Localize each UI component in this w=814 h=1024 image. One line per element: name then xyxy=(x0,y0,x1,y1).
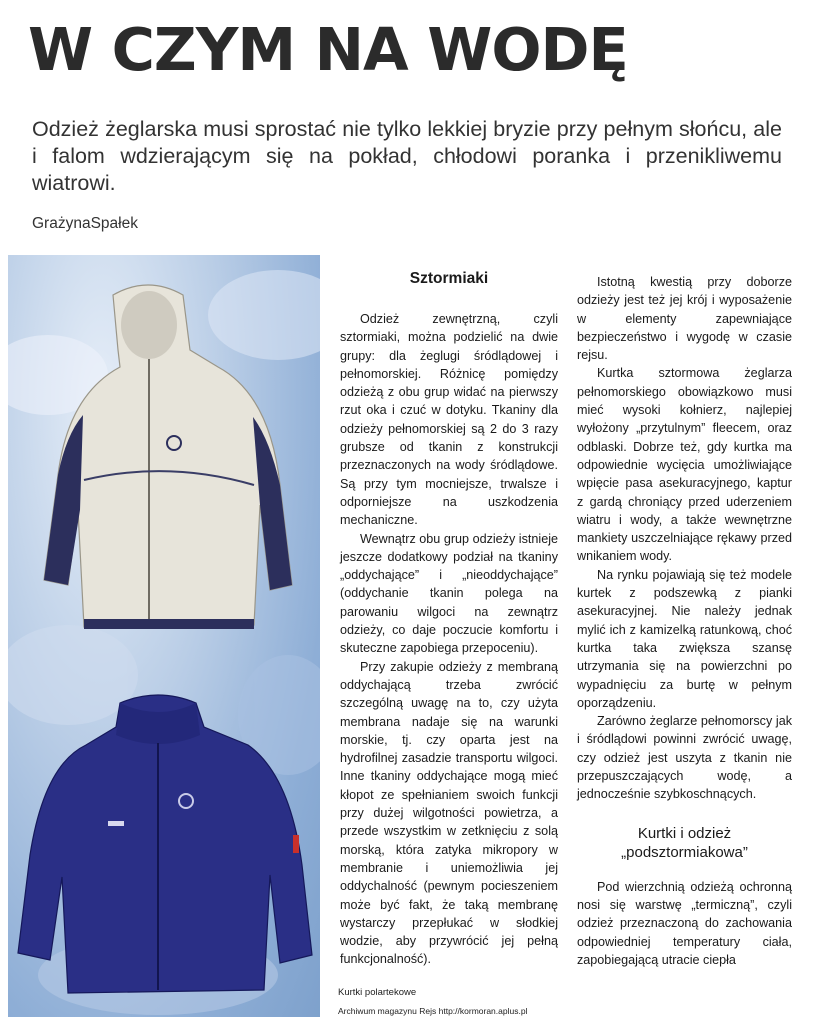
paragraph: Odzież zewnętrzną, czyli sztormiaki, można podzielić na dwie grupy: dla żeglugi śródlądowej i pełnomorskiej. Różnicę pomiędzy odzieżą z obu grup widać na pierwszy rzut oka i czuć w dotyku. Tkaniny dla odzieży pełnomorskiej są 2 do 3 razy grubsze od tkanin z konstrukcji przeznaczonych na wody śródlądowe. Są przy tym mocniejsze, trwalsze i odporniejsze na uszkodzenia mechaniczne. xyxy=(340,312,558,528)
paragraph: Na rynku pojawiają się też modele kurtek z podszewką z pianki asekuracyjnej. Nie należy jednak mylić ich z kamizelką ratunkową, choć kurtka taka zwiększa szansę utrzymania się na powierzchni po wypadnięciu za burtę w pełnym oporządzeniu. xyxy=(577,567,792,710)
paragraph: Pod wierzchnią odzieżą ochronną nosi się warstwę „termiczną”, czyli odzież przeznaczoną do zachowania odpowiedniej temperatury ciała, zapobiegającą utracie ciepła xyxy=(577,879,792,967)
article-column-2 xyxy=(577,273,792,969)
article-column-1 xyxy=(340,268,558,969)
section-heading-podsztormiakowa xyxy=(577,824,792,862)
paragraph: Zarówno żeglarze pełnomorscy jak i śródlądowi powinni zwrócić uwagę, czy odzież jest uszyta z tkanin nie przepuszczających wodę, a jednocześnie szybkoschnących. xyxy=(577,714,792,802)
article-title: W CZYM NA WODĘ xyxy=(28,15,628,84)
photo-credit: Archiwum magazynu Rejs http://kormoran.aplus.pl xyxy=(338,1006,528,1016)
section-heading-sztormiaki: Sztormiaki xyxy=(409,270,489,287)
section-heading-line: Kurtki i odzież xyxy=(637,824,732,842)
photo-caption: Kurtki polartekowe xyxy=(338,987,417,998)
jackets-photo xyxy=(8,255,320,1017)
paragraph: Kurtka sztormowa żeglarza pełnomorskiego obowiązkowo musi mieć wysoki kołnierz, najlepiej wyłożony „przytulnym” fleecem, oraz odblaski. Dobrze też, gdy kurtka ma odpowiednie wycięcia umożliwiające wpięcie pasa asekuracyjnego, kaptur z gardą chroniący przed uderzeniem wiatru i wody, a także wewnętrzne mankiety uszczelniające rękawy przed wnikaniem wody. xyxy=(577,366,792,564)
paragraph: Przy zakupie odzieży z membraną oddychającą trzeba zwrócić szczególną uwagę na to, czy użyta membrana nadaje się na warunki morskie, tj. czy oparta jest na hydrofilnej zasadzie transportu wilgoci. Inne tkaniny oddychające mogą mieć kłopot ze spełnianiem swoich funkcji przy dużej wilgotności powietrza, a przede wszystkim w zetknięciu z solą morską, która zatyka mikropory w membranie i uniemożliwia jej oddychalność (pewnym pocieszeniem może być fakt, że taką membranę wystarczy przepłukać w słodkiej wodzie, aby przywrócić jej pełną funkcjonalność). xyxy=(340,659,558,967)
paragraph: Istotną kwestią przy doborze odzieży jest też jej krój i wyposażenie w elementy zapewniające bezpieczeństwo i wygodę w czasie rejsu. xyxy=(577,275,792,363)
article-author: GrażynaSpałek xyxy=(32,215,138,232)
paragraph: Wewnątrz obu grup odzieży istnieje jeszcze dodatkowy podział na tkaniny „oddychające” i „nieoddychające” (oddychanie tkanin polega na parowaniu wilgoci na zewnątrz odzieży, co daje poczucie komfortu i skuteczne zapobiega przepoceniu). xyxy=(340,531,558,656)
section-heading-line: „podsztormiakowa” xyxy=(621,843,748,861)
article-lead: Odzież żeglarska musi sprostać nie tylko lekkiej bryzie przy pełnym słońcu, ale i falom wdzierającym się na pokład, chłodowi poranka i przenikliwemu wiatrowi. xyxy=(32,117,782,195)
